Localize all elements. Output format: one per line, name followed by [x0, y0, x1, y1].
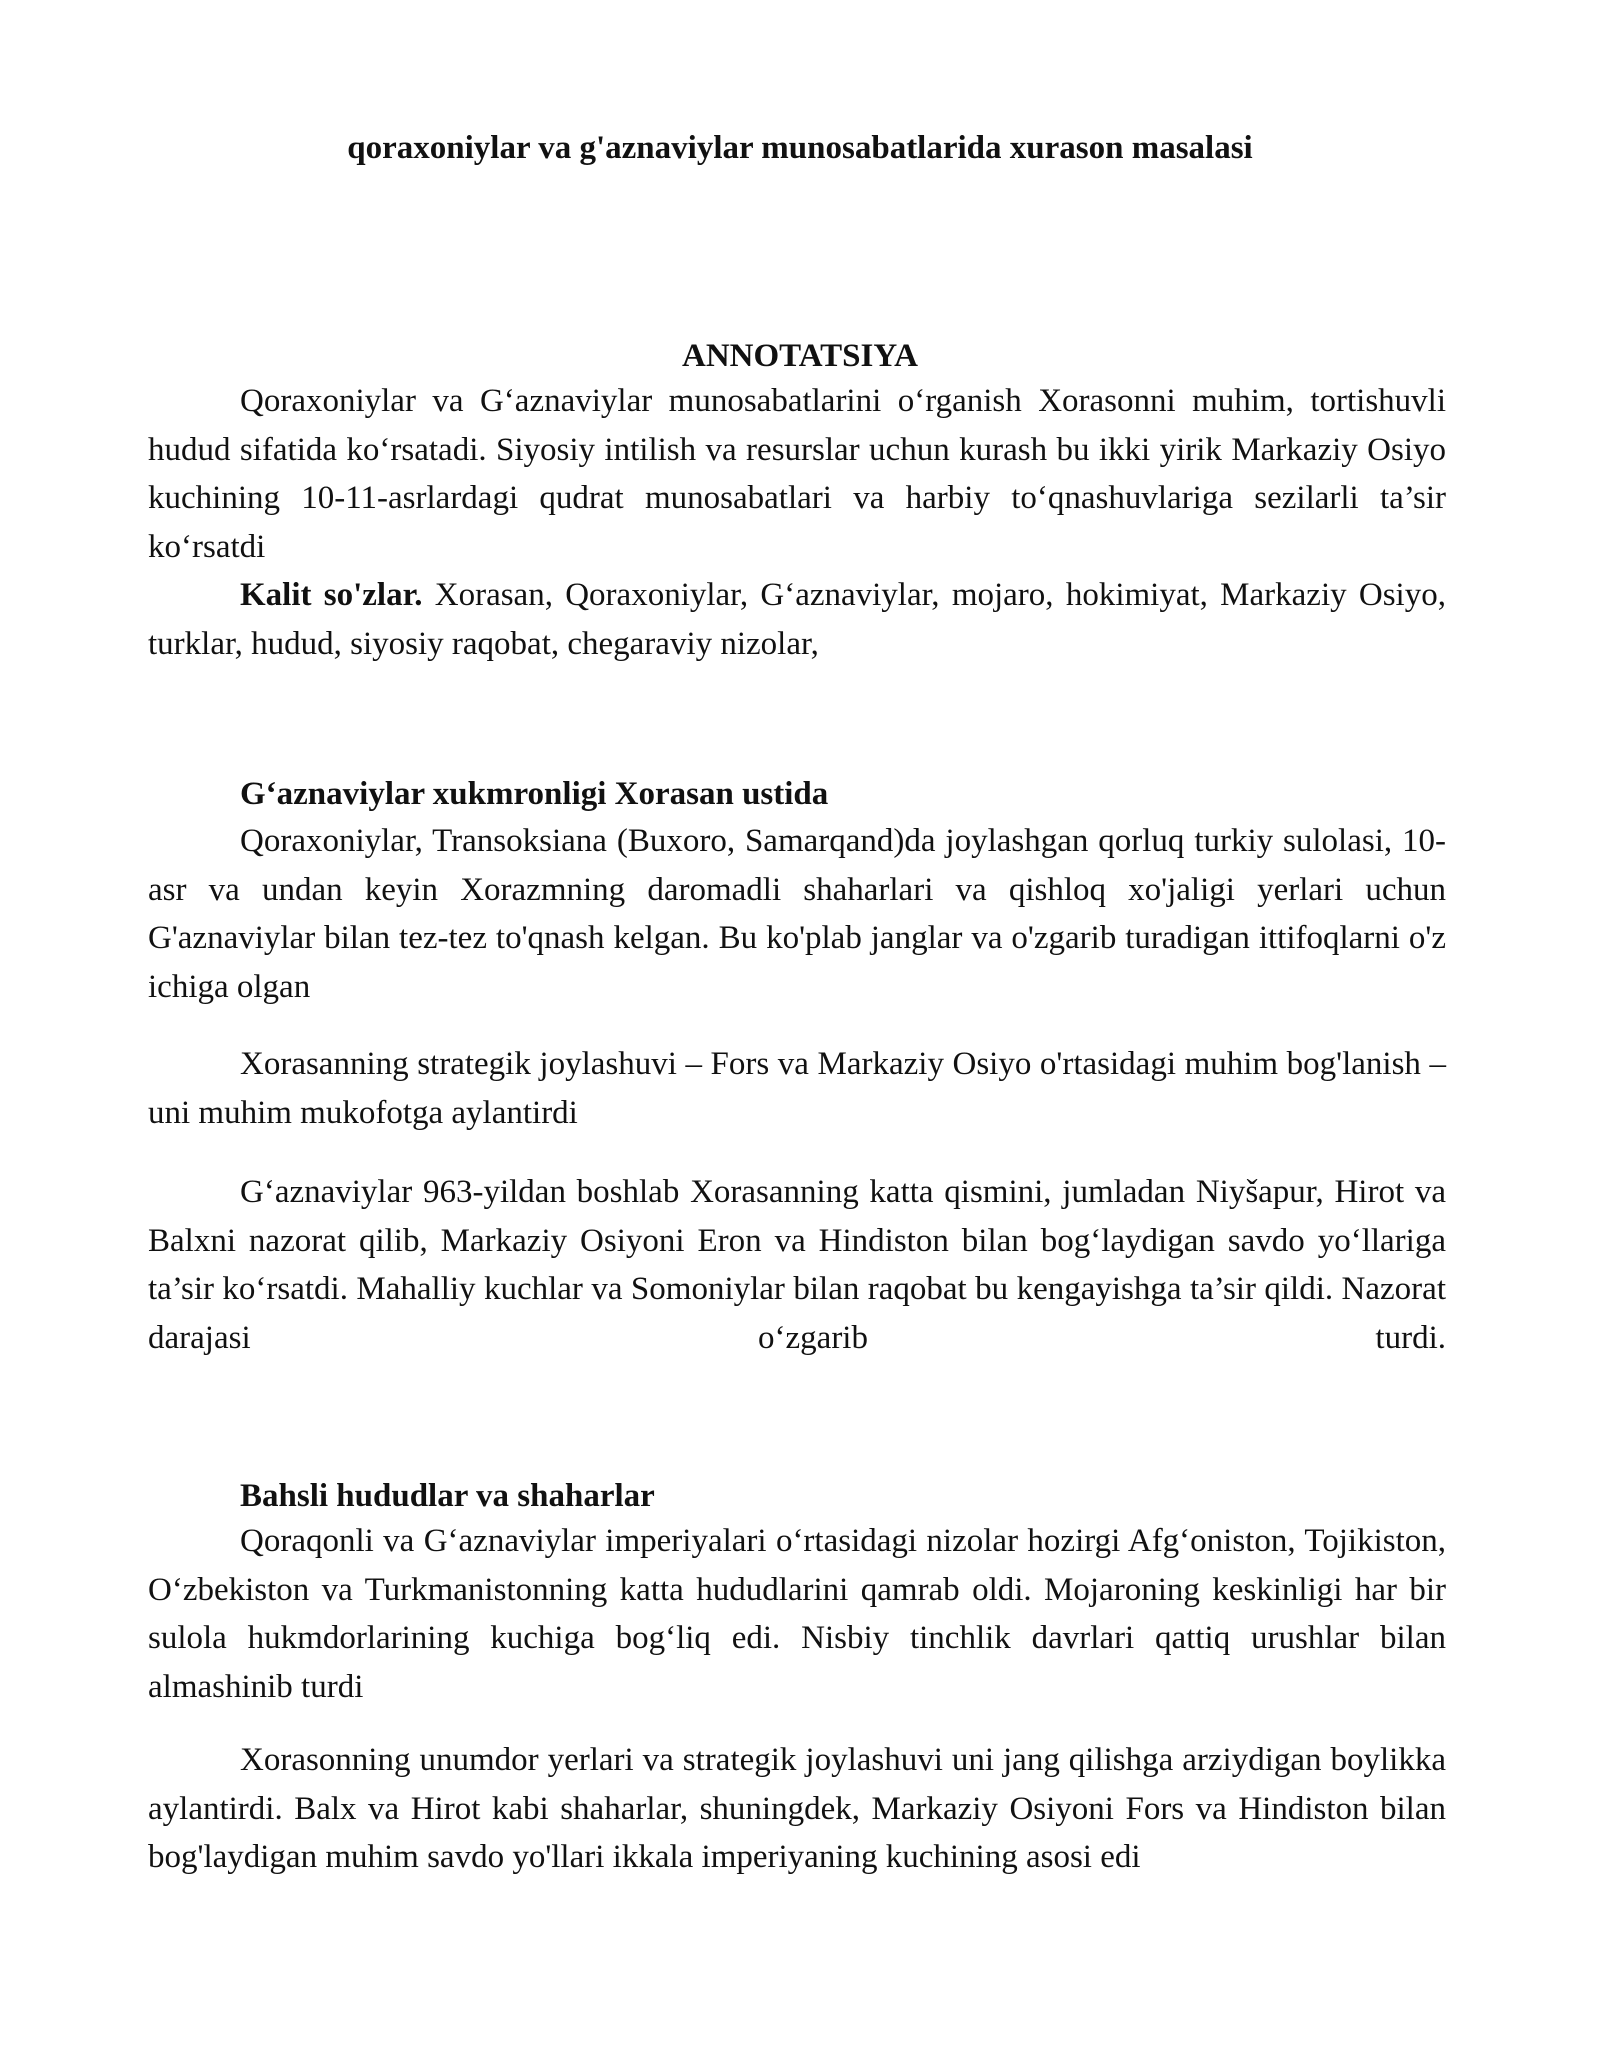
section2-paragraph: Xorasonning unumdor yerlari va strategik joylashuvi uni jang qilishga arziydigan boylikka aylantirdi. Balx va Hirot kabi shaharlar, shuningdek, Markaziy Osiyoni Fors va Hindiston bilan bog'laydigan muhim savdo yo'llari ikkala imperiyaning kuchining asosi edi: [148, 1742, 1446, 1875]
section2-paragraph-1-block: [148, 1517, 1446, 1711]
section1-paragraph-1-block: [148, 817, 1446, 1011]
keywords-paragraph: [148, 571, 1446, 668]
document-title: qoraxoniylar va g'aznaviylar munosabatlarida xurason masalasi: [347, 130, 1253, 166]
section-heading-disputed-territories: Bahsli hududlar va shaharlar: [240, 1478, 655, 1514]
keywords-text: Xorasan, Qoraxoniylar, G‘aznaviylar, mojaro, hokimiyat, Markaziy Osiyo, turklar, hudud, siyosiy raqobat, chegaraviy nizolar,: [148, 577, 1446, 662]
section2-paragraph: Qoraqonli va G‘aznaviylar imperiyalari o‘rtasidagi nizolar hozirgi Afg‘oniston, Tojikiston, O‘zbekiston va Turkmanistonning katta hududlarini qamrab oldi. Mojaroning keskinligi har bir sulola hukmdorlarining kuchiga bog‘liq edi. Nisbiy tinchlik davrlari qattiq urushlar bilan almashinib turdi: [148, 1523, 1446, 1705]
annotation-block: [148, 377, 1446, 668]
section1-paragraph-2-block: [148, 1040, 1446, 1137]
keywords-label: Kalit so'zlar.: [240, 577, 423, 613]
section1-paragraph: Xorasanning strategik joylashuvi – Fors va Markaziy Osiyo o'rtasidagi muhim bog'lanish – uni muhim mukofotga aylantirdi: [148, 1046, 1446, 1131]
section-heading-ghaznavid-rule: G‘aznaviylar xukmronligi Xorasan ustida: [240, 776, 829, 812]
section1-paragraph: G‘aznaviylar 963-yildan boshlab Xorasanning katta qismini, jumladan Niyšapur, Hirot va Balxni nazorat qilib, Markaziy Osiyoni Eron va Hindiston bilan bog‘laydigan savdo yo‘llariga ta’sir ko‘rsatdi. Mahalliy kuchlar va Somoniylar bilan raqobat bu kengayishga ta’sir qildi. Nazorat darajasi o‘zgarib turdi.: [148, 1174, 1446, 1356]
section1-paragraph: Qoraxoniylar, Transoksiana (Buxoro, Samarqand)da joylashgan qorluq turkiy sulolasi, 10-asr va undan keyin Xorazmning daromadli shaharlari va qishloq xo'jaligi yerlari uchun G'aznaviylar bilan tez-tez to'qnash kelgan. Bu ko'plab janglar va o'zgarib turadigan ittifoqlarni o'z ichiga olgan: [148, 823, 1446, 1005]
annotation-heading: ANNOTATSIYA: [682, 338, 918, 374]
section2-paragraph-2-block: [148, 1736, 1446, 1882]
section1-paragraph-3-block: [148, 1168, 1446, 1362]
annotation-paragraph: Qoraxoniylar va G‘aznaviylar munosabatlarini o‘rganish Xorasonni muhim, tortishuvli hudud sifatida ko‘rsatadi. Siyosiy intilish va resurslar uchun kurash bu ikki yirik Markaziy Osiyo kuchining 10-11-asrlardagi qudrat munosabatlari va harbiy to‘qnashuvlariga sezilarli ta’sir ko‘rsatdi: [148, 383, 1446, 565]
